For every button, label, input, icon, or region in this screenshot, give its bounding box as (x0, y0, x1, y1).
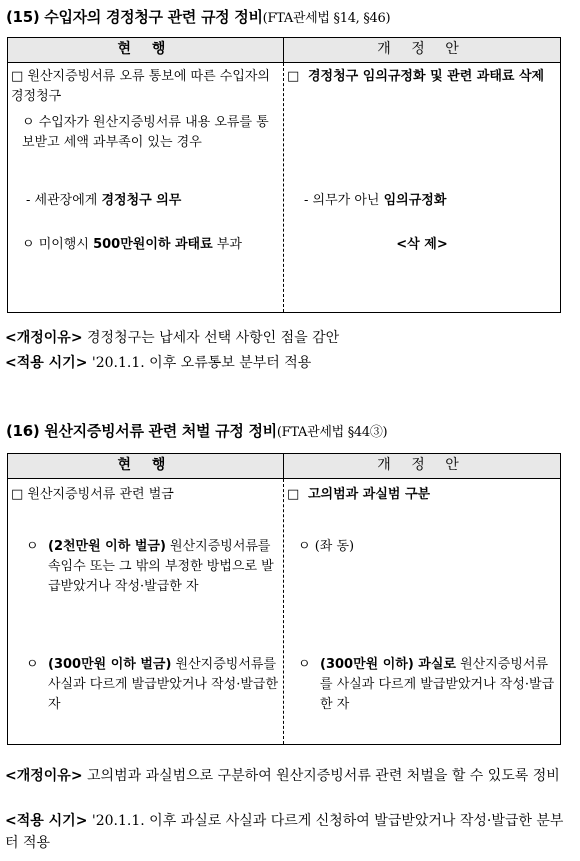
revised-dash-item (304, 191, 556, 211)
revised-delete (284, 235, 560, 255)
bullet-2-mark: ㅇ (26, 657, 39, 672)
revised-column (284, 479, 561, 745)
section-16-table (7, 453, 561, 745)
section-15-law-ref: (FTA관세법 §14, §46) (262, 11, 391, 26)
dash-prefix: - 세관장에게 (26, 193, 102, 208)
revised-box-item (308, 485, 556, 505)
revised-bullet-1: ㅇ (좌 동) (298, 539, 355, 554)
delete-label: <삭 제> (396, 237, 448, 252)
header-revised: 개 정 안 (284, 38, 561, 63)
bullet-2-suffix: 부과 (212, 237, 242, 252)
revised-bullet-2-bold: (300만원 이하) 과실로 (320, 657, 456, 672)
section-16-title-text: (16) 원산지증빙서류 관련 처벌 규정 정비 (6, 422, 277, 440)
current-bullet-2 (48, 655, 282, 715)
revised-bullet-2 (320, 655, 556, 715)
bullet-1-mark: ㅇ (26, 539, 39, 554)
reason-text: 고의범과 과실범으로 구분하여 원산지증빙서류 관련 처벌을 할 수 있도록 정비 (87, 768, 560, 784)
revised-bullet-2-mark: ㅇ (298, 657, 311, 672)
current-column (8, 479, 284, 745)
section-16-reason (5, 765, 570, 787)
reason-label: <개정이유> (5, 768, 83, 784)
revised-dash-bold: 임의규정화 (383, 193, 447, 208)
section-16-title (6, 420, 387, 441)
revised-box-mark: □ (287, 69, 300, 84)
apply-text: '20.1.1. 이후 오류통보 분부터 적용 (91, 355, 312, 371)
header-current: 현 행 (8, 38, 284, 63)
revised-box-item (308, 67, 556, 87)
bullet-1-text: 원산지증빙서류를 속임수 또는 그 밖의 부정한 방법으로 발급받았거나 작성·발급한 자 (48, 539, 274, 594)
reason-text: 경정청구는 납세자 선택 사항인 점을 감안 (87, 330, 340, 346)
revised-box-item-text: 고의범과 과실범 구분 (308, 487, 431, 502)
current-bullet-1 (48, 537, 282, 597)
bullet-2-prefix: ㅇ 미이행시 (22, 237, 94, 252)
section-15-title (6, 6, 390, 27)
section-15-apply (5, 352, 311, 374)
current-column (8, 63, 284, 313)
apply-label: <적용 시기> (5, 355, 88, 371)
revised-bullet-2-text: 원산지증빙서류를 사실과 다르게 발급받았거나 작성·발급한 자 (320, 657, 555, 712)
reason-label: <개정이유> (5, 330, 83, 346)
section-15-reason (5, 327, 339, 349)
revised-box-mark: □ (287, 487, 300, 502)
bullet-2-bold: (300만원 이하 벌금) (48, 657, 172, 672)
section-16-apply (5, 810, 570, 854)
section-15-table (7, 37, 561, 313)
current-box-item: □ 원산지증빙서류 관련 벌금 (11, 487, 174, 502)
bullet-2-text: 원산지증빙서류를 사실과 다르게 발급받았거나 작성·발급한 자 (48, 657, 279, 712)
current-bullet-1: ㅇ 수입자가 원산지증빙서류 내용 오류를 통보받고 세액 과부족이 있는 경우 (22, 115, 269, 150)
current-dash-item (26, 191, 284, 211)
apply-label: <적용 시기> (5, 813, 88, 829)
revised-box-item-text: 경정청구 임의규정화 및 관련 과태료 삭제 (308, 69, 545, 84)
current-bullet-2 (22, 235, 284, 255)
header-revised: 개 정 안 (284, 454, 561, 479)
section-15-title-text: (15) 수입자의 경정청구 관련 규정 정비 (6, 8, 263, 26)
revised-column (284, 63, 561, 313)
bullet-2-bold: 500만원이하 과태료 (93, 237, 213, 252)
section-16-law-ref: (FTA관세법 §44③) (276, 425, 388, 440)
bullet-1-bold: (2천만원 이하 벌금) (48, 539, 166, 554)
current-box-item: □ 원산지증빙서류 오류 통보에 따른 수입자의 경정청구 (11, 69, 270, 104)
revised-dash-prefix: - 의무가 아닌 (304, 193, 384, 208)
apply-text: '20.1.1. 이후 과실로 사실과 다르게 신청하여 발급받았거나 작성·발급한 분부터 적용 (5, 813, 564, 851)
dash-bold: 경정청구 의무 (101, 193, 182, 208)
header-current: 현 행 (8, 454, 284, 479)
